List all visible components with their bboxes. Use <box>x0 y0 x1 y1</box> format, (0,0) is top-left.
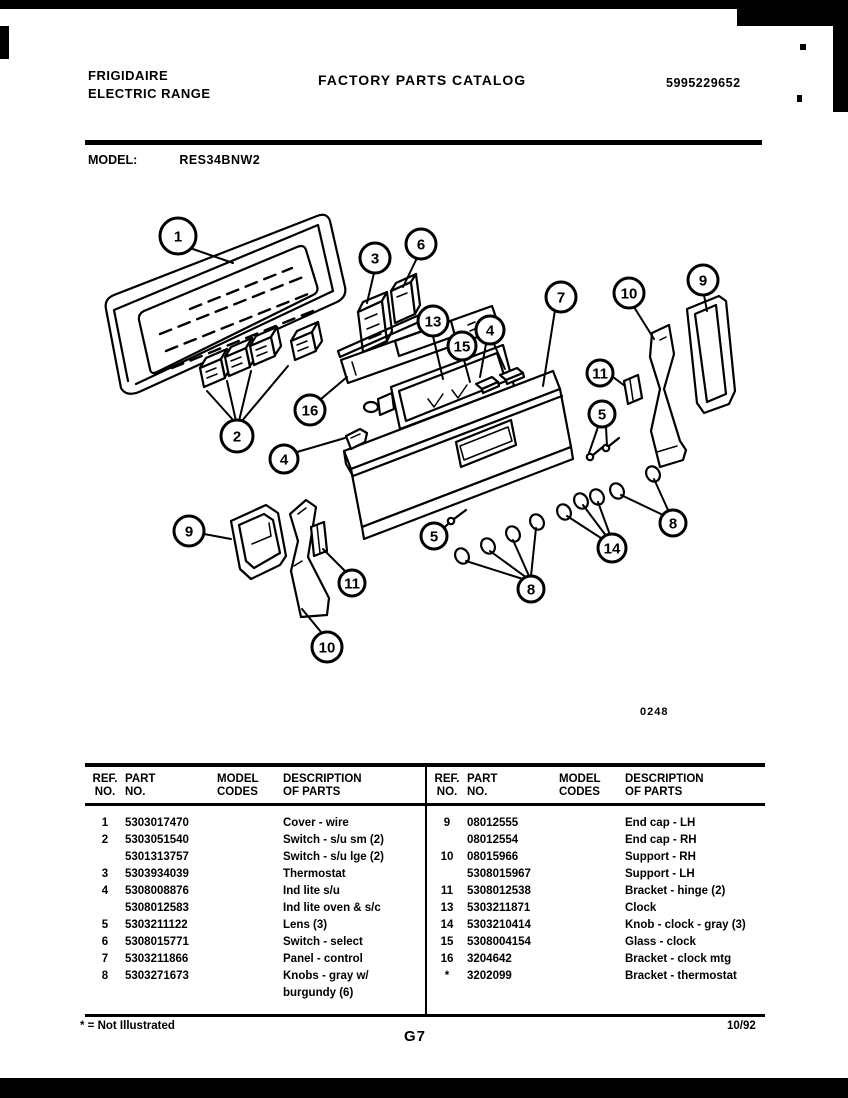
scan-artifact-top <box>0 0 848 9</box>
cell-part: 5308008876 <box>125 885 189 897</box>
cell-desc: Cover - wire <box>283 817 349 829</box>
cell-codes <box>559 883 625 900</box>
parts-table-right-grid <box>427 767 765 985</box>
cell-ref: 15 <box>440 936 454 948</box>
cell-codes <box>559 917 625 934</box>
svg-text:4: 4 <box>279 451 289 469</box>
table-row <box>427 805 765 833</box>
cell-ref: 5 <box>101 919 109 931</box>
cell-part: 08012554 <box>467 834 519 846</box>
cell-desc: Support - LH <box>625 868 695 880</box>
callout-8 <box>518 576 544 602</box>
cell-codes <box>217 883 283 900</box>
callout-1 <box>160 218 196 254</box>
cell-ref: 9 <box>443 817 451 829</box>
table-header-row <box>85 767 425 805</box>
cell-part: 5303017470 <box>125 817 189 829</box>
callout-14 <box>598 534 626 562</box>
table-row <box>427 968 765 985</box>
callout-11 <box>339 570 365 596</box>
cell-part: 5303210414 <box>467 919 531 931</box>
table-row <box>85 883 425 900</box>
callout-5 <box>589 401 615 427</box>
cell-codes <box>217 968 283 1002</box>
model-number: RES34BNW2 <box>179 153 261 167</box>
cell-desc: Bracket - hinge (2) <box>625 885 726 897</box>
exploded-diagram <box>80 185 770 745</box>
cell-desc: Bracket - clock mtg <box>625 953 732 965</box>
callout-3 <box>360 243 390 273</box>
cell-codes <box>217 849 283 866</box>
cell-ref: * <box>444 970 450 982</box>
brand-name: FRIGIDAIRE <box>88 68 169 83</box>
publication-number: 5995229652 <box>666 76 741 90</box>
column-header: MODEL CODES <box>559 767 625 805</box>
cell-part: 5308015771 <box>125 936 189 948</box>
support-rh <box>650 325 686 467</box>
cell-ref: 6 <box>101 936 109 948</box>
cell-codes <box>217 934 283 951</box>
cell-ref: 2 <box>101 834 109 846</box>
column-header: REF. NO. <box>85 767 125 805</box>
cell-ref: 1 <box>101 817 109 829</box>
cell-codes <box>559 900 625 917</box>
callout-16 <box>295 395 325 425</box>
cell-part: 3202099 <box>467 970 512 982</box>
cell-codes <box>217 951 283 968</box>
column-header: PART NO. <box>467 767 559 805</box>
svg-text:15: 15 <box>453 338 471 356</box>
table-row <box>85 849 425 866</box>
svg-text:9: 9 <box>184 523 194 541</box>
table-row <box>427 900 765 917</box>
callout-4 <box>270 445 298 473</box>
model-label: MODEL: <box>88 153 138 167</box>
cell-ref: 4 <box>101 885 109 897</box>
table-row <box>427 849 765 866</box>
cell-ref: 13 <box>440 902 454 914</box>
cell-codes <box>559 968 625 985</box>
header-rule <box>85 140 762 145</box>
cell-part: 5308012538 <box>467 885 531 897</box>
svg-text:13: 13 <box>424 313 442 331</box>
diagram-parts <box>106 215 735 617</box>
svg-text:5: 5 <box>597 406 607 424</box>
scan-artifact-bottom <box>0 1078 848 1098</box>
cell-ref: 3 <box>101 868 109 880</box>
cell-codes <box>217 900 283 917</box>
cell-ref: 7 <box>101 953 109 965</box>
cell-codes <box>559 805 625 833</box>
cell-part: 5301313757 <box>125 851 189 863</box>
cell-codes <box>559 951 625 968</box>
cell-ref: 16 <box>440 953 454 965</box>
hinge-bracket-right <box>624 375 642 404</box>
cell-desc: Switch - select <box>283 936 363 948</box>
svg-text:10: 10 <box>620 285 638 303</box>
cell-part: 5308012583 <box>125 902 189 914</box>
column-header: REF. NO. <box>427 767 467 805</box>
cell-ref: 10 <box>440 851 454 863</box>
callout-5 <box>421 523 447 549</box>
model-line <box>88 153 260 167</box>
svg-text:11: 11 <box>592 365 608 383</box>
cell-part: 5303211122 <box>125 919 188 931</box>
callout-15 <box>448 332 476 360</box>
cell-desc: End cap - RH <box>625 834 697 846</box>
svg-text:5: 5 <box>429 528 439 546</box>
table-row <box>85 805 425 833</box>
callout-9 <box>174 516 204 546</box>
svg-text:14: 14 <box>603 540 621 558</box>
cell-ref <box>85 849 125 866</box>
table-row <box>427 951 765 968</box>
cell-desc: Clock <box>625 902 657 914</box>
callout-9 <box>688 265 718 295</box>
cell-ref: 11 <box>440 885 454 897</box>
cell-desc: Thermostat <box>283 868 346 880</box>
cell-codes <box>217 866 283 883</box>
cell-codes <box>559 849 625 866</box>
scan-artifact-left <box>0 26 9 59</box>
callout-13 <box>418 306 448 336</box>
cell-codes <box>559 832 625 849</box>
cell-part: 08015966 <box>467 851 519 863</box>
cell-desc: Switch - s/u sm (2) <box>283 834 384 846</box>
cell-ref <box>427 866 467 883</box>
column-header: PART NO. <box>125 767 217 805</box>
support-lh <box>290 500 329 617</box>
svg-text:3: 3 <box>370 250 380 268</box>
cell-part: 5303271673 <box>125 970 189 982</box>
svg-text:9: 9 <box>698 272 708 290</box>
table-row <box>85 968 425 1002</box>
cell-codes <box>559 934 625 951</box>
svg-text:16: 16 <box>301 402 319 420</box>
callout-4 <box>476 316 504 344</box>
cell-part: 5308004154 <box>467 936 531 948</box>
page-number: G7 <box>404 1028 427 1045</box>
cell-codes <box>559 866 625 883</box>
cell-part: 5303211871 <box>467 902 531 914</box>
table-row <box>85 934 425 951</box>
not-illustrated-note: * = Not Illustrated <box>80 1020 175 1032</box>
scan-artifact-right-strip <box>833 0 848 112</box>
cell-codes <box>217 917 283 934</box>
cell-ref: 14 <box>440 919 454 931</box>
callout-8 <box>660 510 686 536</box>
table-header-row <box>427 767 765 805</box>
table-row <box>427 917 765 934</box>
revision-date: 10/92 <box>727 1020 756 1032</box>
column-header: MODEL CODES <box>217 767 283 805</box>
callout-11 <box>587 360 613 386</box>
svg-text:10: 10 <box>318 639 336 657</box>
parts-table <box>85 763 765 1017</box>
svg-text:2: 2 <box>232 428 242 446</box>
table-row <box>427 832 765 849</box>
scan-artifact-dot1 <box>800 44 806 50</box>
figure-code: 0248 <box>640 706 669 718</box>
svg-text:1: 1 <box>173 228 183 246</box>
table-row <box>427 866 765 883</box>
svg-text:8: 8 <box>526 581 536 599</box>
callout-10 <box>614 278 644 308</box>
cell-desc: Panel - control <box>283 953 363 965</box>
callout-10 <box>312 632 342 662</box>
cell-desc: Ind lite oven & s/c <box>283 902 381 914</box>
column-header: DESCRIPTION OF PARTS <box>625 767 765 805</box>
callout-7 <box>546 282 576 312</box>
cell-part: 08012555 <box>467 817 519 829</box>
callout-6 <box>406 229 436 259</box>
cell-part: 5303051540 <box>125 834 189 846</box>
cell-codes <box>217 832 283 849</box>
cell-desc: Glass - clock <box>625 936 696 948</box>
svg-text:11: 11 <box>344 575 360 593</box>
cell-ref <box>85 900 125 917</box>
cell-codes <box>217 805 283 833</box>
table-row <box>85 866 425 883</box>
cell-part: 3204642 <box>467 953 512 965</box>
cell-desc: Support - RH <box>625 851 696 863</box>
table-row <box>85 917 425 934</box>
column-header: DESCRIPTION OF PARTS <box>283 767 425 805</box>
cell-desc: Knobs - gray w/ burgundy (6) <box>283 970 369 999</box>
cell-desc: Ind lite s/u <box>283 885 340 897</box>
svg-text:4: 4 <box>485 322 495 340</box>
table-row <box>85 900 425 917</box>
cell-desc: Knob - clock - gray (3) <box>625 919 746 931</box>
parts-table-left-grid <box>85 767 425 1002</box>
table-row <box>427 883 765 900</box>
cell-part: 5303934039 <box>125 868 189 880</box>
end-cap-rh <box>687 296 735 413</box>
parts-table-left <box>85 767 425 1014</box>
table-row <box>427 934 765 951</box>
cell-part: 5308015967 <box>467 868 531 880</box>
callout-2 <box>221 420 253 452</box>
cell-ref <box>427 832 467 849</box>
table-row <box>85 832 425 849</box>
appliance-type: ELECTRIC RANGE <box>88 86 211 101</box>
scan-artifact-top-right <box>737 0 848 26</box>
table-row <box>85 951 425 968</box>
cell-part: 5303211866 <box>125 953 189 965</box>
svg-text:6: 6 <box>416 236 426 254</box>
cell-desc: End cap - LH <box>625 817 696 829</box>
parts-table-right <box>425 767 765 1014</box>
scan-artifact-dot2 <box>797 95 802 102</box>
page-title: FACTORY PARTS CATALOG <box>318 72 527 88</box>
cell-desc: Bracket - thermostat <box>625 970 737 982</box>
cell-desc: Switch - s/u lge (2) <box>283 851 384 863</box>
cell-desc: Lens (3) <box>283 919 328 931</box>
end-cap-lh <box>231 505 286 579</box>
svg-text:8: 8 <box>668 515 678 533</box>
cell-ref: 8 <box>101 970 109 982</box>
svg-text:7: 7 <box>556 289 566 307</box>
